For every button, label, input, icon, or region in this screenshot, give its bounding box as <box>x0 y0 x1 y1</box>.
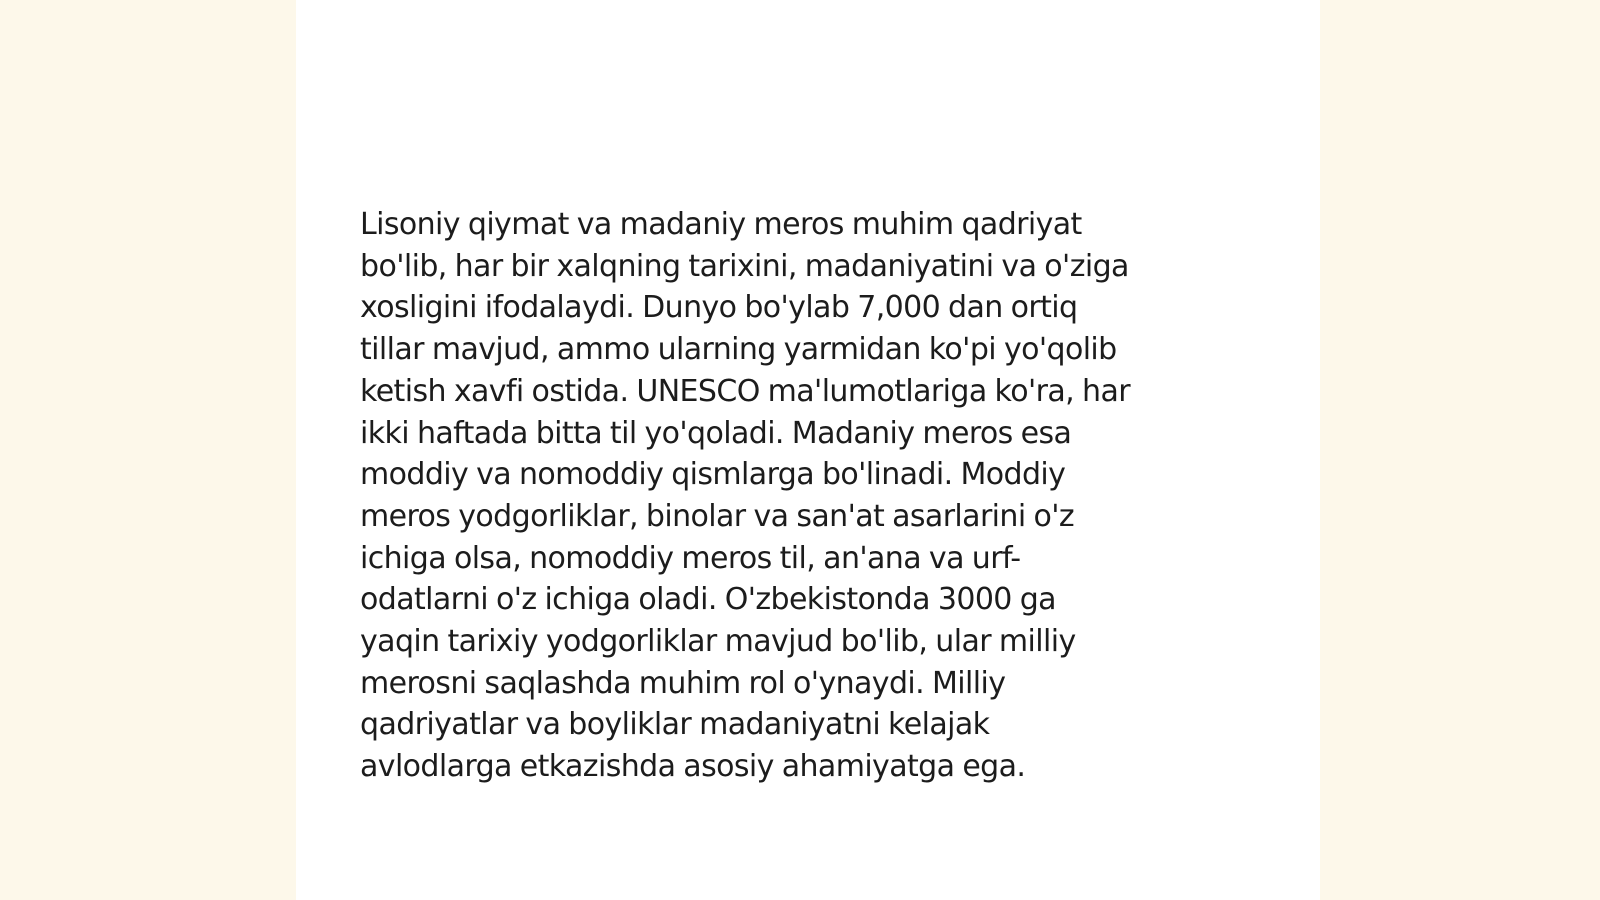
paragraph-line: odatlarni o'z ichiga oladi. O'zbekistonda 3000 ga <box>360 582 1056 618</box>
paragraph-line: moddiy va nomoddiy qismlarga bo'linadi. Moddiy <box>360 457 1066 493</box>
paragraph-line: ichiga olsa, nomoddiy meros til, an'ana va urf- <box>360 540 1021 576</box>
paragraph-line: meros yodgorliklar, binolar va san'at asarlarini o'z <box>360 498 1075 534</box>
paragraph-line: Lisoniy qiymat va madaniy meros muhim qadriyat <box>360 207 1082 242</box>
paragraph-line: yaqin tarixiy yodgorliklar mavjud bo'lib, ular milliy <box>360 624 1076 660</box>
paragraph-line: avlodlarga etkazishda asosiy ahamiyatga ega. <box>360 749 1026 785</box>
body-paragraph <box>360 204 1240 788</box>
paragraph-line: qadriyatlar va boyliklar madaniyatni kelajak <box>360 707 990 743</box>
paragraph-line: tillar mavjud, ammo ularning yarmidan ko'pi yo'qolib <box>360 332 1117 368</box>
paragraph-line: xosligini ifodalaydi. Dunyo bo'ylab 7,000 dan ortiq <box>360 290 1078 326</box>
paragraph-line: ikki haftada bitta til yo'qoladi. Madaniy meros esa <box>360 415 1072 451</box>
paragraph-line: bo'lib, har bir xalqning tarixini, madaniyatini va o'ziga <box>360 248 1129 284</box>
paragraph-line: ketish xavfi ostida. UNESCO ma'lumotlariga ko'ra, har <box>360 373 1130 409</box>
paragraph-line: merosni saqlashda muhim rol o'ynaydi. Milliy <box>360 665 1006 701</box>
document-page <box>296 0 1320 900</box>
